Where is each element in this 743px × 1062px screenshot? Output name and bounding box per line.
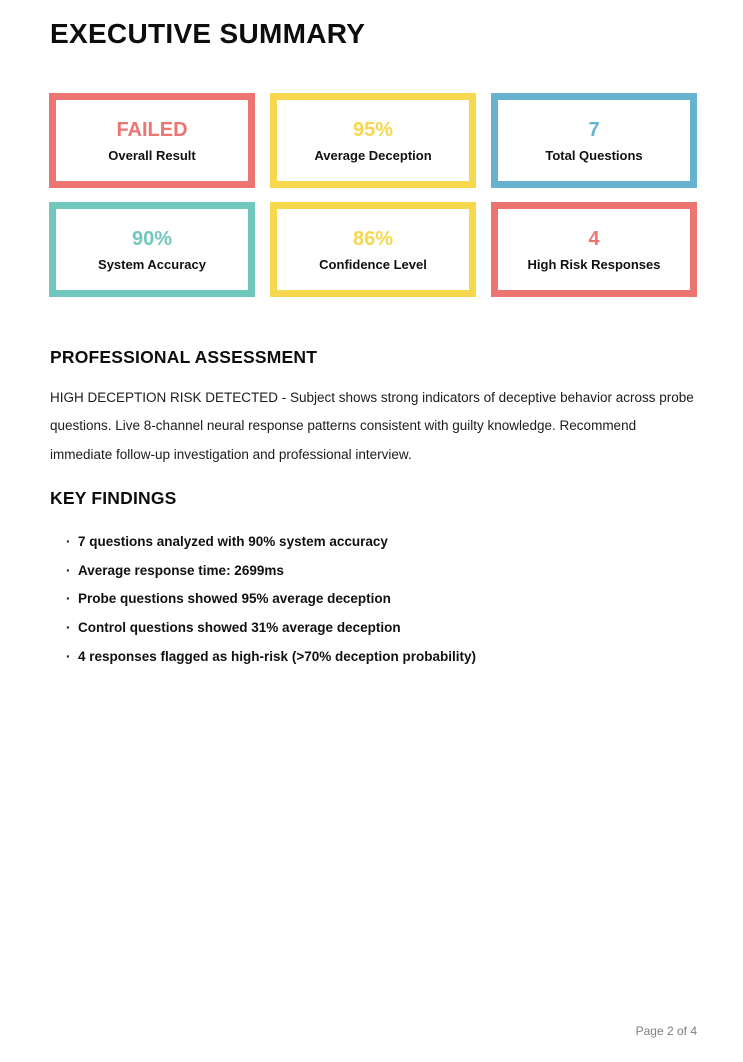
report-page bbox=[0, 18, 743, 1062]
professional-assessment-body: HIGH DECEPTION RISK DETECTED - Subject shows strong indicators of deceptive behavior across probe questions. Live 8-channel neural response patterns consistent with guilty knowledge. Recommend immediate follow-up investigation and professional interview. bbox=[50, 390, 694, 462]
stat-label: Overall Result bbox=[108, 147, 196, 163]
stat-card-overall-result bbox=[49, 93, 255, 188]
key-finding-item: · 7 questions analyzed with 90% system accuracy bbox=[66, 528, 693, 557]
key-findings-list bbox=[66, 528, 693, 671]
stat-card-system-accuracy bbox=[49, 202, 255, 297]
stat-card-high-risk-responses bbox=[491, 202, 697, 297]
stat-value: 4 bbox=[588, 227, 600, 250]
stat-card-confidence-level bbox=[270, 202, 476, 297]
stat-card-average-deception bbox=[270, 93, 476, 188]
stat-value: 90% bbox=[131, 227, 173, 250]
page-title: EXECUTIVE SUMMARY bbox=[50, 18, 366, 49]
stat-label: Confidence Level bbox=[319, 256, 427, 272]
summary-cards-grid bbox=[49, 93, 697, 297]
key-findings-heading: KEY FINDINGS bbox=[50, 488, 177, 509]
key-finding-item: · 4 responses flagged as high-risk (>70% deception probability) bbox=[66, 643, 693, 672]
stat-label: System Accuracy bbox=[98, 256, 206, 272]
stat-label: Average Deception bbox=[314, 147, 432, 163]
stat-value: 7 bbox=[588, 118, 600, 141]
key-finding-item: · Probe questions showed 95% average deception bbox=[66, 585, 693, 614]
stat-value: 86% bbox=[352, 227, 394, 250]
stat-card-total-questions bbox=[491, 93, 697, 188]
professional-assessment-heading: PROFESSIONAL ASSESSMENT bbox=[50, 347, 318, 367]
stat-value: FAILED bbox=[116, 118, 188, 141]
stat-label: High Risk Responses bbox=[527, 256, 661, 272]
key-finding-item: · Average response time: 2699ms bbox=[66, 557, 693, 586]
key-finding-item: · Control questions showed 31% average deception bbox=[66, 614, 693, 643]
stat-label: Total Questions bbox=[545, 147, 643, 163]
stat-value: 95% bbox=[352, 118, 394, 141]
page-number: Page 2 of 4 bbox=[635, 1024, 697, 1038]
